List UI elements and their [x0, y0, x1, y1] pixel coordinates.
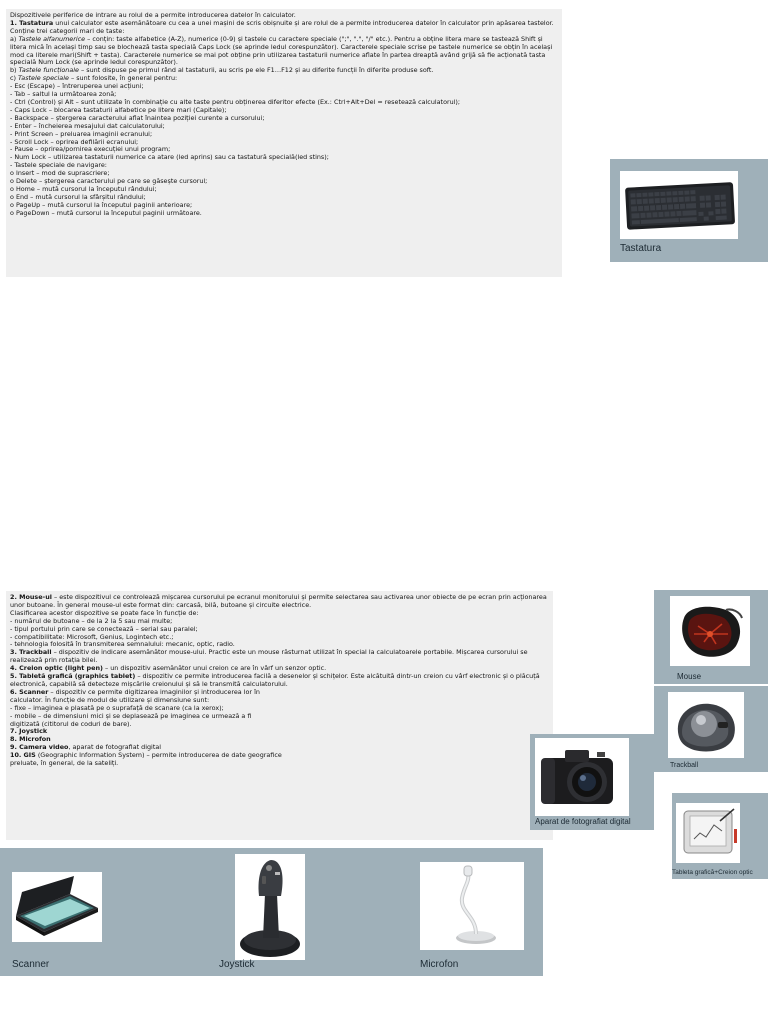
- line-text: - fixe – imaginea e plasată pe o suprafață de scanare (ca la xerox);: [10, 703, 224, 712]
- line-text: preluate, în general, de la sateliți.: [10, 759, 119, 768]
- bold-term: 2. Mouse-ul: [10, 593, 52, 601]
- line-text: - tehnologia folosită în transmiterea semnalului: mecanic, optic, radio.: [10, 640, 235, 649]
- line-text: – dispozitiv ce permite introducerea facilă a desenelor și schițelor. Este alcătuită dintr-un creion cu vârf electronic și o plăcuță electronică, capabilă să detecteze mișcările creionului și să le transmită calculatorului.: [10, 672, 540, 688]
- trackball-image: [668, 692, 744, 758]
- tablet-caption: Tableta grafică+Creion optic: [672, 869, 753, 876]
- keyboard-image: [620, 171, 738, 239]
- camera-image: [535, 738, 629, 816]
- line-text: – conțin: taste alfabetice (A-Z), numerice (0-9) și tastele cu caractere speciale (";", ".", "/" etc.). Pentru a obține litera mare se tastează Shift și litera mică în același timp sau se blochează tasta specială Caps Lock (se aprinde ledul corespunzător). Caracterele speciale scrise pe tastele numerice se obțin în același mod ca literele mari(Shift + tasta). Caracterele numerice se mai pot obține prin utilizarea tastaturii numerice aflate în partea dreaptă având grijă să fie acționată tasta specială Num Lock (se aprinde ledul corespunzător).: [10, 34, 553, 67]
- keyboard-text-block: [6, 9, 562, 277]
- line-text: o Delete – ștergerea caracterului pe care se găsește cursorul;: [10, 177, 208, 186]
- line-text: - mobile – de dimensiuni mici și se deplasează pe imaginea ce urmează a fi: [10, 711, 252, 720]
- bold-term: 1. Tastatura: [10, 18, 54, 27]
- tablet-card: [672, 793, 768, 879]
- line-text: - numărul de butoane – de la 2 la 5 sau mai multe;: [10, 616, 173, 625]
- text-line: [10, 649, 549, 665]
- text-line: [10, 210, 558, 218]
- bold-term: 4. Creion optic (light pen): [10, 664, 103, 673]
- joystick-image: [235, 854, 305, 960]
- text-line: [10, 673, 549, 689]
- bold-term: 6. Scanner: [10, 687, 49, 696]
- microphone-image: [420, 862, 524, 950]
- line-text: – sunt folosite, în general pentru:: [68, 74, 178, 83]
- line-prefix: b): [10, 66, 19, 75]
- line-text: - Ctrl (Control) și Alt – sunt utilizate în combinație cu alte taste pentru obținerea diferitor efecte (Ex.: Ctrl+Alt+Del = resetează calculatorul);: [10, 97, 461, 106]
- text-line: [10, 760, 549, 768]
- text-line: [10, 721, 549, 729]
- mouse-card: [654, 590, 768, 684]
- line-text: , aparat de fotografiat digital: [68, 743, 162, 752]
- italic-term: Tastele funcționale: [18, 66, 79, 75]
- line-text: – dispozitiv ce permite digitizarea imaginilor și introducerea lor în: [48, 687, 260, 696]
- camera-card: [530, 734, 654, 830]
- devices-text-block: [6, 591, 553, 840]
- line-text: – un dispozitiv asemănător unui creion ce are în vârf un senzor optic.: [102, 664, 327, 673]
- line-text: o Insert – mod de suprascriere;: [10, 169, 110, 178]
- line-text: - Print Screen – preluarea imaginii ecranului;: [10, 129, 153, 138]
- line-text: – dispozitiv de indicare asemănător mouse-ului. Practic este un mouse răsturnat utilizat în special la calculatoarele portabile. Mișcarea cursorului se realizează prin rotația bilei.: [10, 648, 528, 665]
- italic-term: Tastele speciale: [18, 74, 69, 83]
- line-text: - Enter – încheierea mesajului dat calculatorului;: [10, 121, 165, 130]
- line-text: - Caps Lock – blocarea tastaturii alfabetice pe litere mari (Capitale);: [10, 105, 227, 114]
- text-line: [10, 728, 549, 736]
- mouse-caption: Mouse: [677, 672, 702, 681]
- joystick-caption: Joystick: [219, 959, 255, 970]
- keyboard-card: [610, 159, 768, 262]
- line-text: - Tab – saltul la următoarea zonă;: [10, 90, 117, 99]
- line-text: – este dispozitivul ce controlează mișcarea cursorului pe ecranul monitorului și permite selectarea sau activarea unor obiecte de pe ecran prin acționarea unor butoane. În general mouse-ul este format din: carcasă, bilă, butoane și circuite electrice.: [10, 593, 547, 609]
- line-text: - tipul portului prin care se conectează – serial sau paralel;: [10, 624, 198, 633]
- bold-term: 8. Microfon: [10, 735, 51, 744]
- mouse-image: [670, 596, 750, 666]
- trackball-card: [654, 686, 768, 772]
- line-text: calculator. În funcție de modul de utilizare și dimensiune sunt:: [10, 695, 210, 704]
- line-text: o End – mută cursorul la sfârșitul rândului;: [10, 192, 146, 201]
- line-text: (Geographic Information System) – permite introducerea de date geografice: [35, 751, 282, 760]
- bottom-devices-card: [0, 848, 543, 976]
- line-text: o Home – mută cursorul la începutul rândului;: [10, 184, 157, 193]
- text-line: [10, 36, 558, 68]
- line-text: o PageDown – mută cursorul la începutul paginii următoare.: [10, 208, 202, 217]
- keyboard-caption: Tastatura: [620, 243, 662, 254]
- line-text: unui calculator este asemănătoare cu cea a unei mașini de scris obișnuite și are rolul de a permite introducerea datelor în calculator prin apăsarea tastelor. Conține trei categorii mari de taste:: [10, 18, 554, 35]
- line-text: - Tastele speciale de navigare:: [10, 161, 107, 170]
- line-text: - Pause – oprirea/pornirea execuției unui program;: [10, 145, 171, 154]
- line-text: - compatibilitate: Microsoft, Genius, Logintech etc.;: [10, 632, 174, 641]
- bold-term: 3. Trackball: [10, 648, 52, 657]
- scanner-caption: Scanner: [12, 959, 50, 970]
- italic-term: Tastele alfanumerice: [18, 34, 86, 43]
- line-text: Clasificarea acestor dispozitive se poate face în funcție de:: [10, 608, 199, 617]
- trackball-caption: Trackball: [670, 762, 699, 769]
- line-prefix: a): [10, 34, 19, 43]
- line-text: - Backspace – ștergerea caracterului aflat înaintea poziției curente a cursorului;: [10, 113, 265, 122]
- line-text: - Scroll Lock – oprirea defilării ecranului;: [10, 137, 139, 146]
- microphone-caption: Microfon: [420, 959, 459, 970]
- line-prefix: c): [10, 74, 19, 83]
- line-text: digitizată (cititorul de coduri de bare).: [10, 719, 132, 728]
- scanner-image: [12, 872, 102, 942]
- text-line: [10, 594, 549, 610]
- line-text: Dispozitivele periferice de intrare au rolul de a permite introducerea datelor în calculator.: [10, 11, 296, 19]
- line-text: o PageUp – mută cursorul la începutul paginii anterioare;: [10, 200, 193, 209]
- bold-term: 9. Camera video: [10, 743, 69, 752]
- tablet-image: [676, 803, 740, 863]
- bold-term: 5. Tabletă grafică (graphics tablet): [10, 672, 136, 681]
- bold-term: 10. GIS: [10, 751, 36, 760]
- text-line: [10, 20, 558, 36]
- line-text: – sunt dispuse pe primul rând al tastaturii, au scris pe ele F1…F12 și au diferite funcții în diferite produse soft.: [78, 66, 434, 75]
- line-text: - Num Lock – utilizarea tastaturii numerice ca atare (led aprins) sau ca tastatură specială(led stins);: [10, 153, 329, 162]
- bold-term: 7. Joystick: [10, 727, 48, 736]
- camera-caption: Aparat de fotografiat digital: [535, 817, 631, 826]
- line-text: - Esc (Escape) – întreruperea unei acțiuni;: [10, 82, 144, 91]
